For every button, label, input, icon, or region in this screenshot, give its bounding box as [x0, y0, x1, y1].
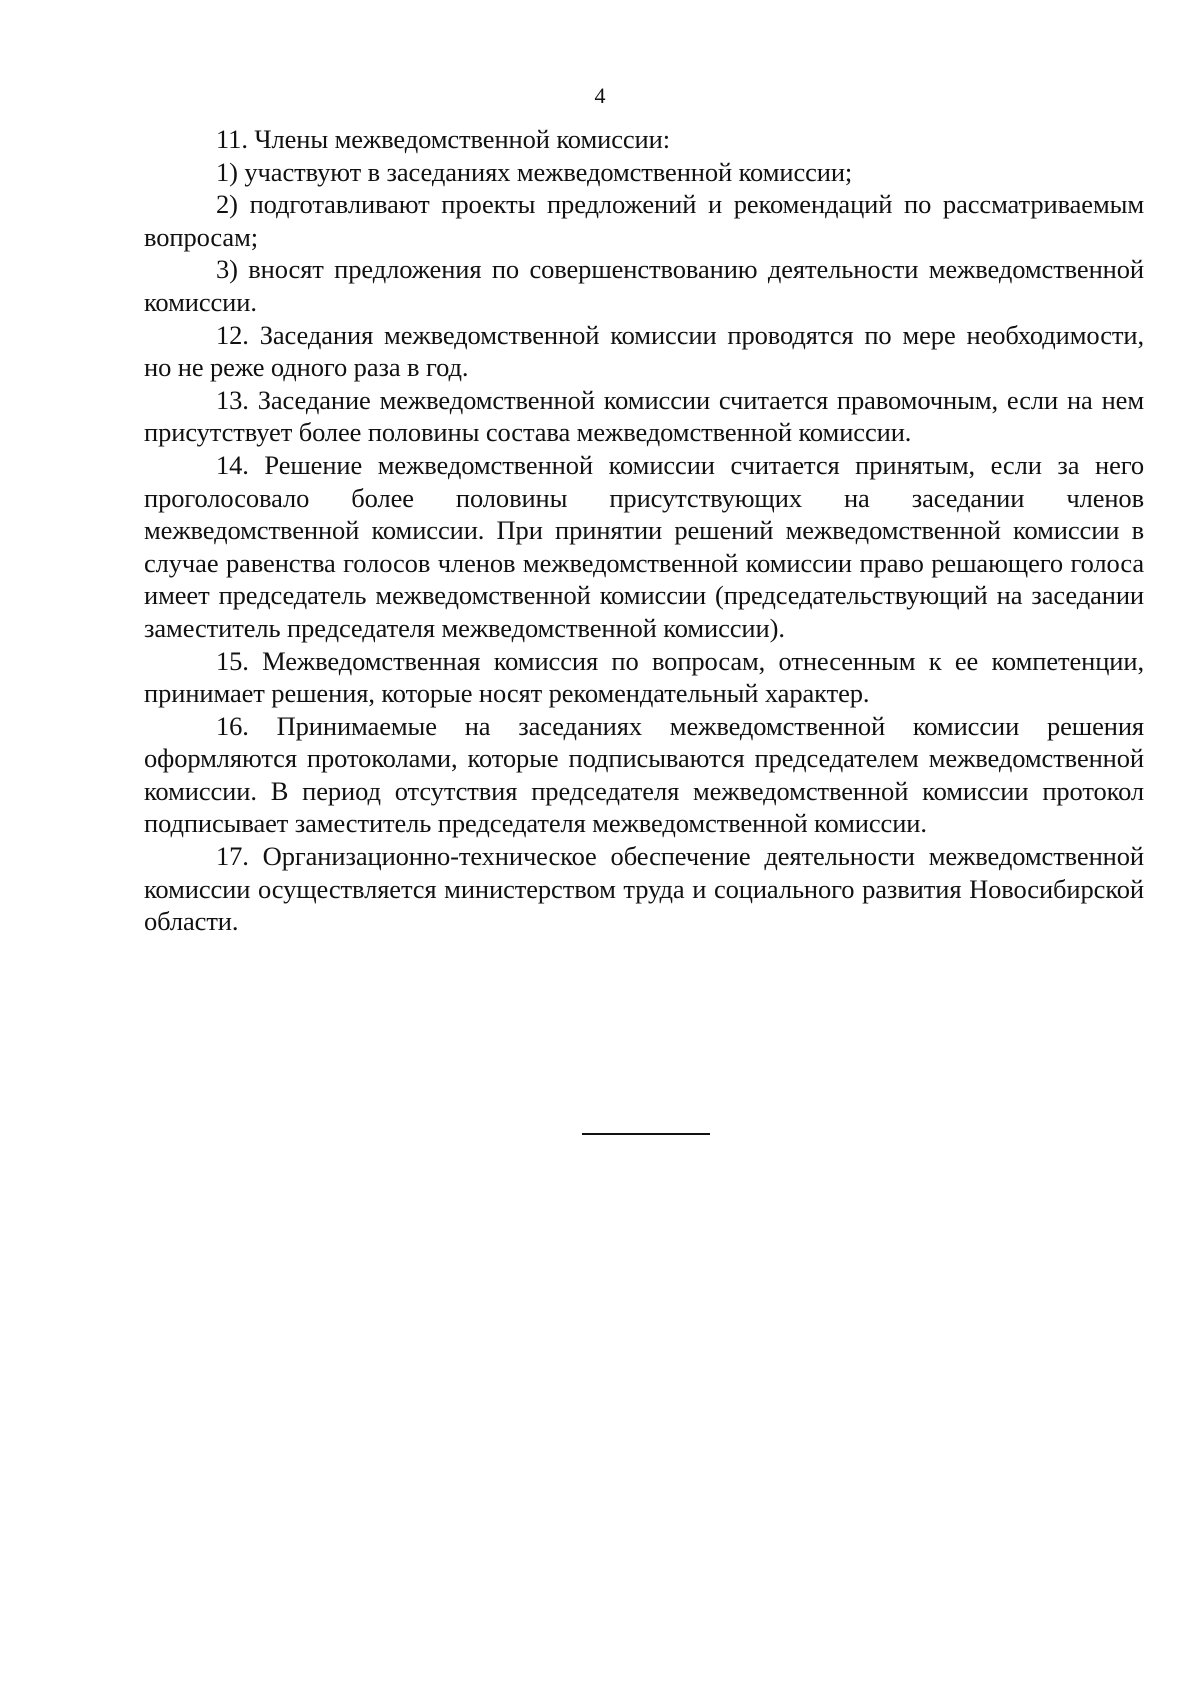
paragraph-11-item-3: 3) вносят предложения по совершенствованию деятельности межведомственной комиссии.	[144, 254, 1144, 317]
paragraph-11-item-1: 1) участвуют в заседаниях межведомственной комиссии;	[216, 156, 853, 187]
paragraph-14-decision: 14. Решение межведомственной комиссии считается принятым, если за него проголосовало более половины присутствующих на заседании членов межведомственной комиссии. При принятии решений межведомственной комиссии в случае равенства голосов членов межведомственной комиссии право решающего голоса имеет председатель межведомственной комиссии (председательствующий на заседании заместитель председателя межведомственной комиссии).	[144, 449, 1144, 643]
document-body	[144, 123, 1144, 938]
page-number: 4	[594, 83, 606, 108]
paragraph-11-members: 11. Члены межведомственной комиссии:	[216, 124, 670, 154]
paragraph-13-quorum: 13. Заседание межведомственной комиссии считается правомочным, если на нем присутствует более половины состава межведомственной комиссии.	[144, 384, 1144, 448]
paragraph-12-meetings: 12. Заседания межведомственной комиссии проводятся по мере необходимости, но не реже одного раза в год.	[144, 319, 1144, 383]
paragraph-16-protocols: 16. Принимаемые на заседаниях межведомственной комиссии решения оформляются протоколами, которые подписываются председателем межведомственной комиссии. В период отсутствия председателя межведомственной комиссии протокол подписывает заместитель председателя межведомственной комиссии.	[144, 710, 1144, 839]
paragraph-17-support: 17. Организационно-техническое обеспечение деятельности межведомственной комиссии осуществляется министерством труда и социального развития Новосибирской области.	[144, 841, 1144, 937]
paragraph-15-competence: 15. Межведомственная комиссия по вопросам, отнесенным к ее компетенции, принимает решения, которые носят рекомендательный характер.	[144, 645, 1144, 709]
paragraph-11-item-2: 2) подготавливают проекты предложений и рекомендаций по рассматриваемым вопросам;	[144, 189, 1144, 252]
end-of-document-rule	[582, 1133, 710, 1135]
